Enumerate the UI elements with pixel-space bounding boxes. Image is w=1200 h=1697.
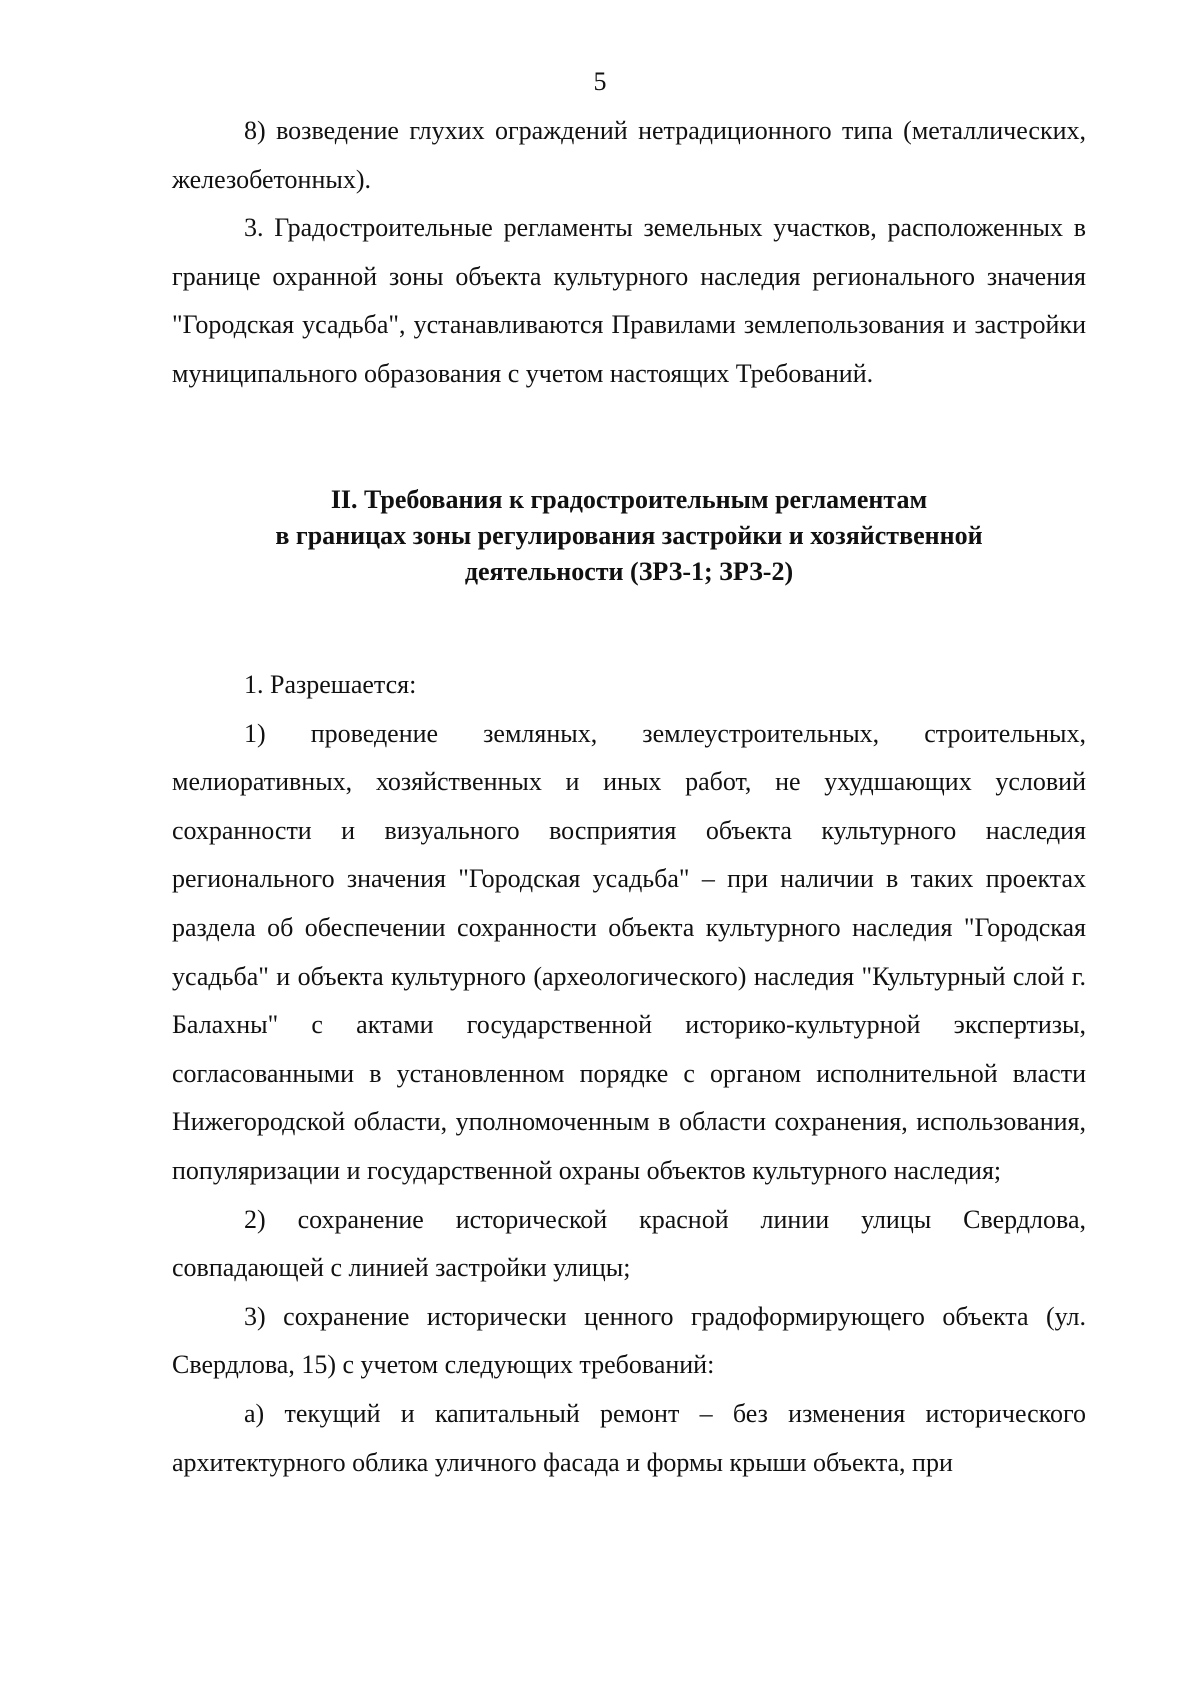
heading-line: II. Требования к градостроительным регламентам xyxy=(330,485,928,514)
heading-line: деятельности (ЗРЗ-1; ЗРЗ-2) xyxy=(464,557,794,586)
paragraph: а) текущий и капитальный ремонт – без изменения исторического архитектурного облика уличного фасада и формы крыши объекта, при xyxy=(172,1398,1086,1477)
text-block-bottom xyxy=(172,661,1086,1487)
paragraph: 3) сохранение исторически ценного градоформирующего объекта (ул. Свердлова, 15) с учетом следующих требований: xyxy=(172,1301,1086,1380)
heading-line: в границах зоны регулирования застройки и хозяйственной xyxy=(275,521,983,550)
paragraph: 8) возведение глухих ограждений нетрадиционного типа (металлических, железобетонных). xyxy=(172,116,1086,194)
section-heading xyxy=(172,482,1086,590)
paragraph: 1. Разрешается: xyxy=(244,670,417,699)
paragraph: 3. Градостроительные регламенты земельных участков, расположенных в границе охранной зоны объекта культурного наследия регионального значения "Городская усадьба", устанавливаются Правилами землепользования и застройки муниципального образования с учетом настоящих Требований. xyxy=(172,213,1086,388)
text-block-top xyxy=(172,107,1086,399)
page-number: 5 xyxy=(593,67,607,96)
paragraph: 2) сохранение исторической красной линии улицы Свердлова, совпадающей с линией застройки улицы; xyxy=(172,1204,1086,1283)
paragraph: 1) проведение земляных, землеустроительных, строительных, мелиоративных, хозяйственных и иных работ, не ухудшающих условий сохранности и визуального восприятия объекта культурного наследия регионального значения "Городская усадьба" – при наличии в таких проектах раздела об обеспечении сохранности объекта культурного наследия "Городская усадьба" и объекта культурного (археологического) наследия "Культурный слой г. Балахны" с актами государственной историко-культурной экспертизы, согласованными в установленном порядке с органом исполнительной власти Нижегородской области, уполномоченным в области сохранения, использования, популяризации и государственной охраны объектов культурного наследия; xyxy=(172,718,1086,1185)
